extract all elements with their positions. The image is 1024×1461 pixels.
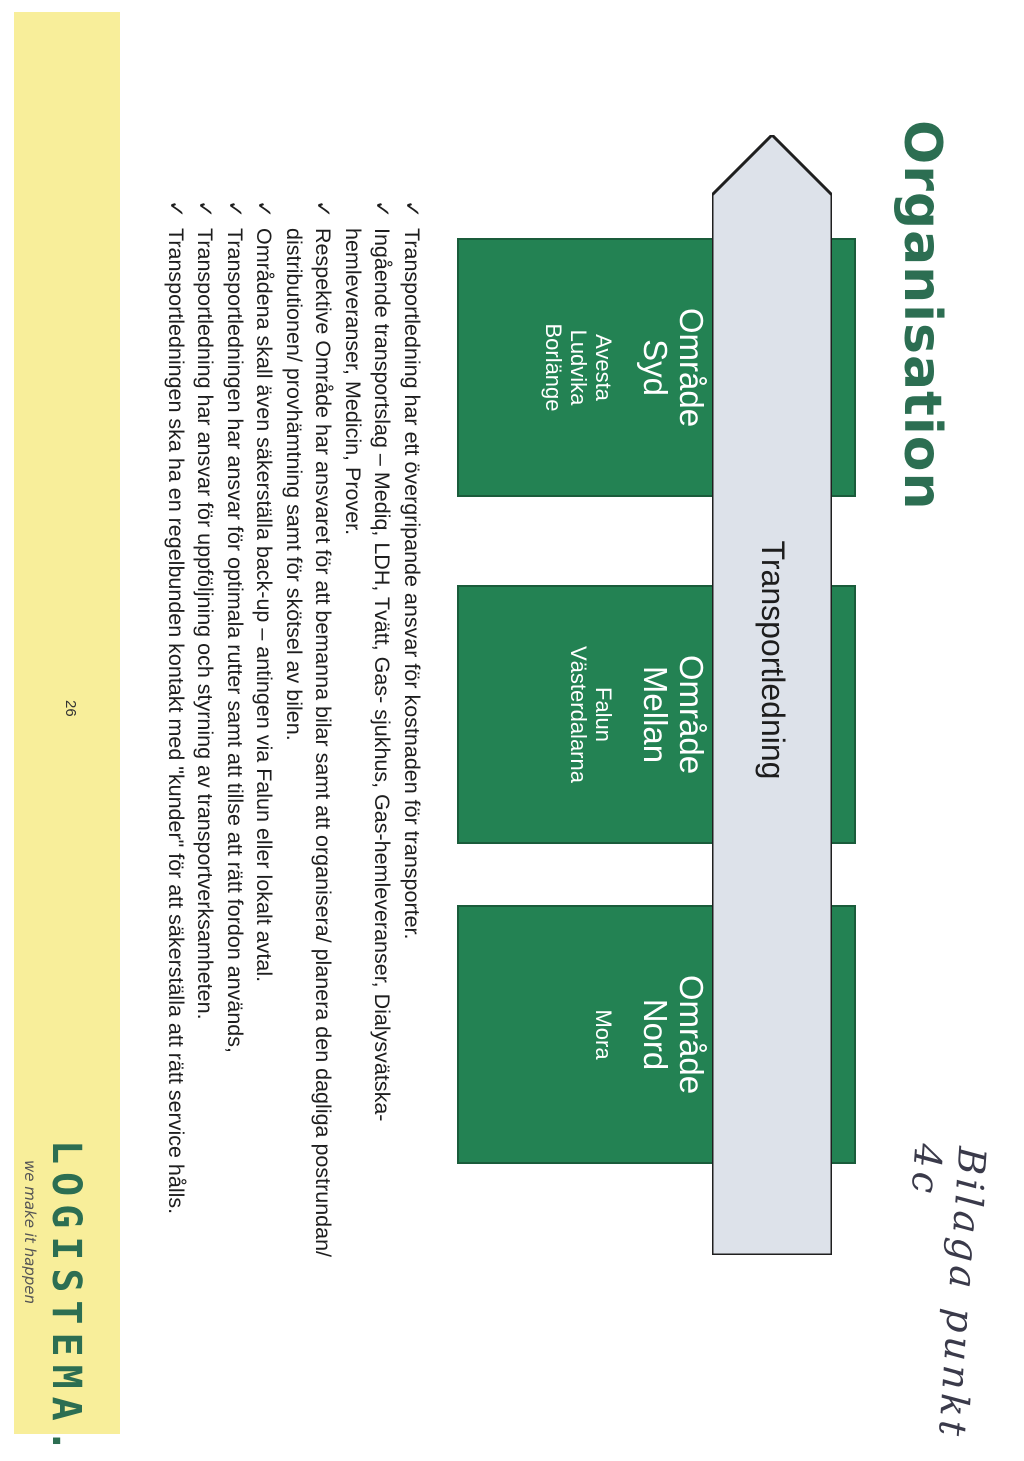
list-item (338, 200, 397, 1260)
logistema-logo: LOGISTEMA. (43, 1140, 89, 1461)
checkmark-icon: ✓ (252, 200, 277, 219)
list-item (397, 200, 427, 1260)
area-mellan-cities: Falun Västerdalarna (566, 646, 616, 783)
checkmark-icon: ✓ (164, 200, 188, 219)
area-nord-label: Område (673, 974, 710, 1095)
checkmark-icon: ✓ (193, 200, 218, 219)
bullet-text: Transportledningen har ansvar för optimala rutter samt att tillse att rätt fordon används, (223, 228, 247, 1053)
area-nord-name: Nord (637, 998, 674, 1071)
list-item (279, 200, 338, 1260)
handwritten-note: Bilaga punkt 4c (902, 1142, 995, 1442)
bullet-text: Transportledningen ska ha en regelbunden kontakt med "kunder" för att säkerställa att rätt service hålls. (164, 228, 188, 1215)
checkmark-icon: ✓ (370, 200, 395, 219)
arrow-label: Transportledning (755, 540, 791, 780)
area-syd-cities: Avesta Ludvika Borlänge (541, 323, 616, 412)
area-syd-label: Område (673, 307, 710, 428)
area-mellan-name: Mellan (637, 665, 674, 764)
bullet-text: Respektive Område har ansvaret för att bemanna bilar samt att organisera/ planera den dagliga postrundan/ distributionen/ provhämtning samt för skötsel av bilen. (282, 228, 336, 1258)
checkmark-icon: ✓ (223, 200, 247, 219)
page-number: 26 (62, 700, 79, 717)
area-nord-cities: Mora (591, 1009, 616, 1060)
checkmark-icon: ✓ (400, 200, 424, 219)
logo-tagline: we make it happen (21, 1160, 39, 1305)
list-item (249, 200, 279, 1260)
area-syd-name: Syd (637, 339, 674, 396)
bullet-text: Transportledning har ett övergripande ansvar för kostnaden för transporter. (400, 228, 424, 940)
bullet-text: Ingående transportslag – Mediq, LDH, Tvätt, Gas- sjukhus, Gas-hemleveranser, Dialysvätska- hemleveranser, Medicin, Prover. (341, 228, 395, 1122)
bullet-list (161, 200, 427, 1260)
list-item (190, 200, 220, 1260)
bullet-text: Områdena skall även säkerställa back-up – antingen via Falun eller lokalt avtal. (252, 228, 277, 983)
list-item (161, 200, 191, 1260)
page-title: Organisation (892, 120, 952, 511)
area-mellan-label: Område (673, 654, 710, 775)
checkmark-icon: ✓ (311, 200, 336, 219)
bullet-text: Transportledning har ansvar för uppföljning och styrning av transportverksamheten. (193, 228, 218, 1020)
list-item (220, 200, 250, 1260)
